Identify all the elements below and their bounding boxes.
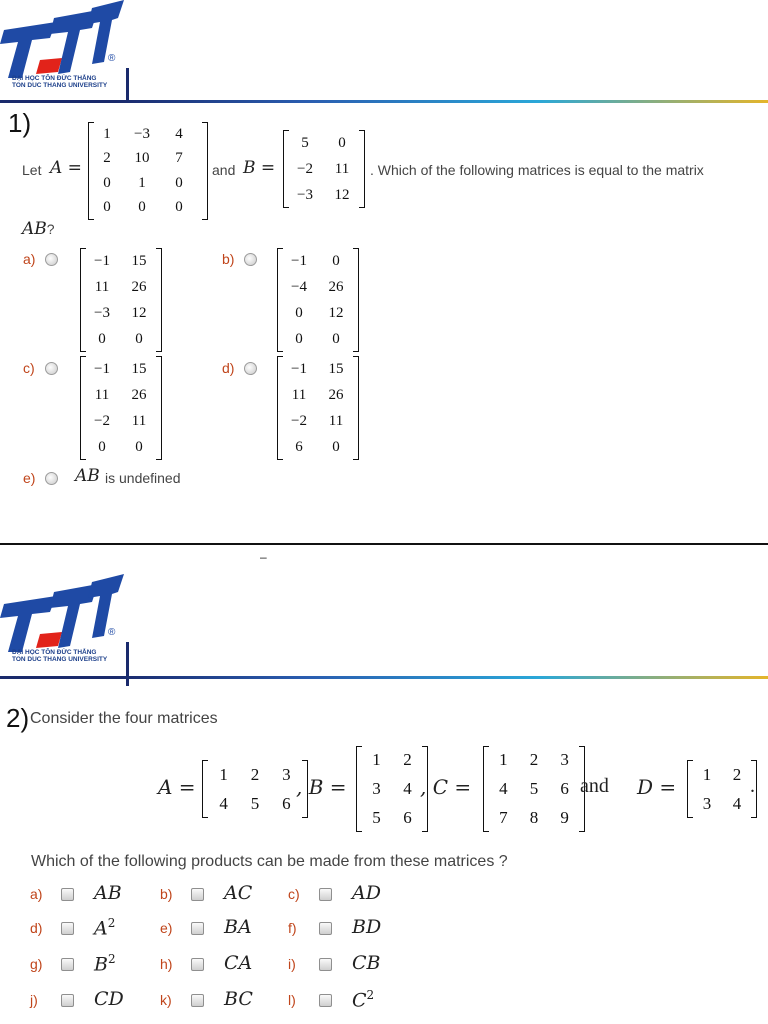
q2-option-checkbox[interactable] <box>319 994 332 1007</box>
q2-option-expression: CB <box>352 952 381 974</box>
q2-matrix-A-cell: 6 <box>282 793 291 813</box>
q2-matrix-A-cell: 2 <box>250 764 260 784</box>
q2-option-expression: CD <box>94 988 124 1010</box>
q1-option-matrix-cell: −1 <box>291 360 307 377</box>
q1-option-matrix-cell: 26 <box>131 386 147 403</box>
q1-option-matrix-cell: 11 <box>291 386 307 403</box>
q2-option-label: e) <box>160 920 173 936</box>
q1-matrix-B-cell: 12 <box>334 186 350 203</box>
q1-question-tail: . Which of the following matrices is equal to the matrix <box>370 162 704 178</box>
q1-option-matrix-cell: −1 <box>291 252 307 269</box>
q1-option-matrix-cell: 0 <box>332 330 340 347</box>
q1-matrix-A-cell: 0 <box>175 199 183 216</box>
q1-matrix-A-cell: 0 <box>175 174 183 191</box>
q2-matrix-C-cell: 8 <box>529 807 539 827</box>
q1-option-b-radio[interactable] <box>244 253 257 266</box>
q1-matrix-B <box>283 130 365 208</box>
q2-matrix-C-cell: 4 <box>499 778 508 798</box>
q1-option-matrix-cell: 6 <box>295 438 303 455</box>
q1-option-matrix-cell: 12 <box>328 304 344 321</box>
q2-option-checkbox[interactable] <box>61 888 74 901</box>
q1-option-matrix-cell: 12 <box>131 304 147 321</box>
q2-period: . <box>750 775 755 797</box>
q1-option-matrix-cell: 0 <box>295 304 303 321</box>
q1-matrix-B-cell: −2 <box>297 160 313 177</box>
q1-let-text: Let <box>22 162 42 178</box>
q1-matrix-A-cell: 0 <box>103 199 111 216</box>
q2-matrix-C-cell: 2 <box>529 750 539 770</box>
q1-option-matrix-cell: 15 <box>328 360 344 377</box>
divider-mark: – <box>260 550 267 564</box>
q2-intro: Consider the four matrices <box>30 710 218 727</box>
q1-matrix-B-cell: −3 <box>297 186 313 203</box>
q2-option-label: d) <box>30 920 43 936</box>
q1-matrix-B-cell: 11 <box>334 160 350 177</box>
q2-option-exponent: 2 <box>366 988 375 1002</box>
q2-matrix-A-cell: 1 <box>219 764 228 784</box>
q1-matrix-B-cell: 5 <box>301 134 309 151</box>
q2-option-expression: AB <box>94 882 122 904</box>
registered-mark-2: ® <box>108 627 116 638</box>
q1-option-matrix-cell: 0 <box>98 330 106 347</box>
q2-option-expression: $C^2$ <box>352 988 375 1012</box>
q2-option-expression: AD <box>352 882 381 904</box>
q2-matrix-A-cell: 3 <box>282 764 291 784</box>
q2-D-label: D = <box>637 775 677 799</box>
q1-option-c-label: c) <box>23 360 35 376</box>
q1-option-matrix-cell: 26 <box>328 278 344 295</box>
q2-matrix-D-cell: 4 <box>732 793 742 813</box>
q1-matrix-B-cell: 0 <box>338 134 346 151</box>
q1-option-a-radio[interactable] <box>45 253 58 266</box>
university-name-en-2: TON DUC THANG UNIVERSITY <box>12 656 108 663</box>
q2-matrix-B-cell: 3 <box>372 778 381 798</box>
q1-option-matrix-cell: 0 <box>332 252 340 269</box>
q2-matrix-D <box>687 760 757 818</box>
q1-option-matrix-cell: 0 <box>98 438 106 455</box>
q1-option-d-radio[interactable] <box>244 362 257 375</box>
q2-question: Which of the following products can be made from these matrices ? <box>31 853 508 870</box>
q1-option-a-matrix <box>80 248 162 352</box>
q2-option-label: g) <box>30 956 43 972</box>
q2-option-label: c) <box>288 886 300 902</box>
header-rule-2 <box>0 676 768 679</box>
university-name-vn-2: ĐẠI HỌC TÔN ĐỨC THẮNG <box>12 649 97 656</box>
q1-option-matrix-cell: 26 <box>131 278 147 295</box>
q2-matrix-B-cell: 1 <box>372 750 381 770</box>
q1-matrix-A-cell: 4 <box>175 125 183 142</box>
q2-option-checkbox[interactable] <box>319 958 332 971</box>
q1-option-matrix-cell: 11 <box>94 386 110 403</box>
q2-option-checkbox[interactable] <box>61 958 74 971</box>
q2-matrix-B-cell: 4 <box>403 778 412 798</box>
q2-and-text: and <box>580 775 609 797</box>
q2-C-label: , C = <box>420 775 472 799</box>
q1-option-matrix-cell: −2 <box>291 412 307 429</box>
q1-option-c-radio[interactable] <box>45 362 58 375</box>
q2-matrix-C-cell: 9 <box>560 807 569 827</box>
q2-option-expression: BD <box>352 916 382 938</box>
q2-matrix-A-cell: 5 <box>250 793 260 813</box>
q1-matrix-A-cell: 1 <box>138 174 146 191</box>
q1-option-matrix-cell: 11 <box>328 412 344 429</box>
q2-matrix-B-cell: 6 <box>403 807 412 827</box>
q1-matrix-A <box>88 122 208 220</box>
q2-option-label: i) <box>288 956 296 972</box>
q1-option-e-math: AB <box>75 466 100 486</box>
q2-matrix-B-cell: 2 <box>403 750 412 770</box>
q2-option-checkbox[interactable] <box>61 922 74 935</box>
q1-option-e-label: e) <box>23 470 36 486</box>
q2-option-label: j) <box>30 992 38 1008</box>
q2-matrix-D-cell: 3 <box>702 793 712 813</box>
q1-option-matrix-cell: 26 <box>328 386 344 403</box>
q2-option-checkbox[interactable] <box>191 922 204 935</box>
q2-number: 2) <box>6 703 30 733</box>
q2-option-label: b) <box>160 886 173 902</box>
q2-option-checkbox[interactable] <box>319 922 332 935</box>
q1-matrix-A-cell: −3 <box>134 125 150 142</box>
q1-option-matrix-cell: 0 <box>135 438 143 455</box>
q2-option-exponent: 2 <box>107 916 116 930</box>
q1-option-matrix-cell: 15 <box>131 360 147 377</box>
q2-option-expression: CA <box>224 952 253 974</box>
q2-B-label: , B = <box>296 775 347 799</box>
q2-option-checkbox[interactable] <box>191 994 204 1007</box>
q1-option-matrix-cell: −2 <box>94 412 110 429</box>
q2-option-checkbox[interactable] <box>191 958 204 971</box>
q1-B-label: B = <box>243 158 276 178</box>
q2-matrix-B <box>356 746 428 832</box>
q1-matrix-A-cell: 0 <box>103 174 111 191</box>
page-separator <box>0 543 768 545</box>
header-divider-vertical <box>126 68 129 102</box>
header-rule <box>0 100 768 103</box>
q2-matrix-C-cell: 1 <box>499 750 508 770</box>
q1-option-matrix-cell: −1 <box>94 252 110 269</box>
q2-option-label: l) <box>288 992 296 1008</box>
registered-mark: ® <box>108 53 116 64</box>
q2-matrix-C-cell: 7 <box>499 807 508 827</box>
q1-option-matrix-cell: −4 <box>291 278 307 295</box>
q1-option-d-matrix <box>277 356 359 460</box>
q2-matrix-C-cell: 3 <box>560 750 569 770</box>
q1-option-matrix-cell: 0 <box>295 330 303 347</box>
q2-matrix-A <box>202 760 308 818</box>
q2-option-exponent: 2 <box>107 952 116 966</box>
q2-matrix-D-cell: 2 <box>732 764 742 784</box>
q2-option-label: a) <box>30 886 43 902</box>
q2-matrix-C <box>483 746 585 832</box>
q1-option-matrix-cell: −3 <box>94 304 110 321</box>
q1-matrix-A-cell: 0 <box>138 199 146 216</box>
q1-matrix-A-cell: 1 <box>103 125 111 142</box>
q1-option-matrix-cell: 0 <box>332 438 340 455</box>
q2-option-label: k) <box>160 992 172 1008</box>
q1-option-a-label: a) <box>23 251 36 267</box>
q2-option-label: f) <box>288 920 297 936</box>
university-name-en: TON DUC THANG UNIVERSITY <box>12 82 108 89</box>
q2-option-expression: $A^2$ <box>94 916 116 940</box>
header-divider-vertical-2 <box>126 642 129 686</box>
q1-number: 1) <box>8 108 32 138</box>
q2-matrix-C-cell: 6 <box>560 778 569 798</box>
q2-matrix-A-cell: 4 <box>219 793 228 813</box>
q2-option-checkbox[interactable] <box>319 888 332 901</box>
q1-option-c-matrix <box>80 356 162 460</box>
q1-option-b-matrix <box>277 248 359 352</box>
q1-option-matrix-cell: 11 <box>94 278 110 295</box>
q2-option-expression: $B^2$ <box>94 952 116 976</box>
q1-and-text: and <box>212 162 236 178</box>
q1-option-d-label: d) <box>222 360 235 376</box>
q2-option-expression: BC <box>224 988 253 1010</box>
q1-option-matrix-cell: 0 <box>135 330 143 347</box>
q1-matrix-A-cell: 2 <box>103 150 111 167</box>
q1-matrix-A-cell: 10 <box>134 150 150 167</box>
q2-option-expression: AC <box>224 882 253 904</box>
q2-matrix-C-cell: 5 <box>529 778 539 798</box>
q2-option-checkbox[interactable] <box>191 888 204 901</box>
q1-option-matrix-cell: 15 <box>131 252 147 269</box>
q1-option-e-text: is undefined <box>105 470 181 486</box>
q1-option-matrix-cell: −1 <box>94 360 110 377</box>
q2-matrix-D-cell: 1 <box>702 764 712 784</box>
q1-AB-text: AB? <box>22 219 55 239</box>
q2-option-checkbox[interactable] <box>61 994 74 1007</box>
q2-A-label: A = <box>158 775 196 799</box>
q1-matrix-A-cell: 7 <box>175 150 183 167</box>
q2-matrix-B-cell: 5 <box>372 807 381 827</box>
q2-option-expression: BA <box>224 916 252 938</box>
q1-A-label: A = <box>50 158 82 178</box>
university-name-vn: ĐẠI HỌC TÔN ĐỨC THẮNG <box>12 75 97 82</box>
q2-option-label: h) <box>160 956 173 972</box>
q1-option-matrix-cell: 11 <box>131 412 147 429</box>
q1-option-b-label: b) <box>222 251 235 267</box>
q1-option-e-radio[interactable] <box>45 472 58 485</box>
